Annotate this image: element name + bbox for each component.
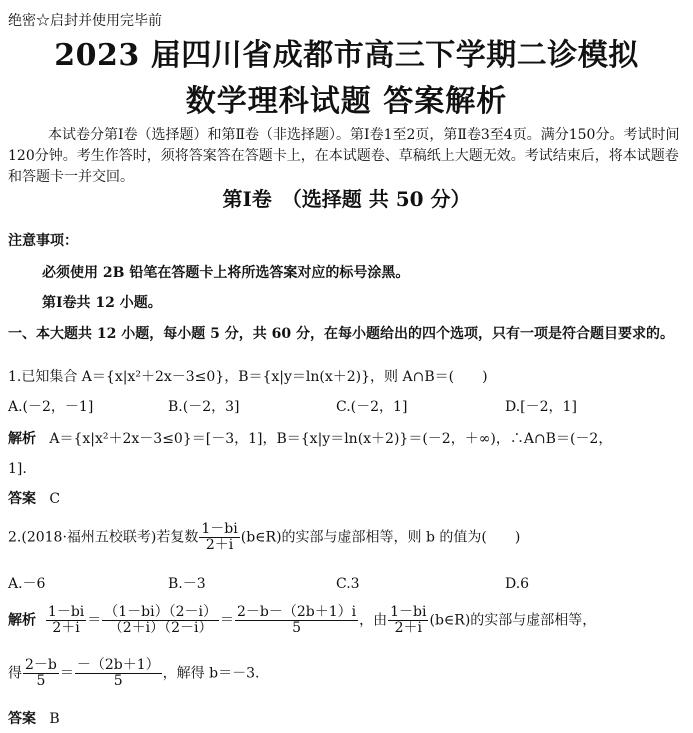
- q2-analysis-text: ，解得 b＝－3.: [162, 665, 260, 682]
- q2-option-c: C.3: [336, 576, 360, 592]
- fraction-denominator: 2＋i: [52, 620, 80, 636]
- fraction-numerator: 2－b－（2b＋1）i: [237, 604, 357, 620]
- q2-answer: B: [49, 711, 60, 727]
- q1-option-b: B.(－2，3]: [168, 399, 240, 415]
- q1-answer: C: [49, 491, 61, 507]
- equals-sign: ＝: [220, 612, 234, 629]
- exam-instructions: 本试卷分第Ⅰ卷（选择题）和第Ⅱ卷（非选择题）。第Ⅰ卷1至2页，第Ⅱ卷3至4页。满分150分。考试时间120分钟。考生作答时，须将答案答在答题卡上，在本试题卷、草稿纸上大题无效。考试结束后，将本试题卷和答题卡一并交回。: [8, 127, 680, 185]
- equals-sign: ＝: [59, 665, 74, 682]
- q2-analysis-fraction-1: [46, 605, 86, 636]
- q1-option-d: D.[－2，1]: [505, 399, 577, 415]
- fraction-denominator: 5: [113, 673, 123, 689]
- q2-answer-label: 答案: [8, 711, 36, 727]
- question-2-stem: [8, 522, 520, 553]
- q2-option-b: B.－3: [168, 576, 206, 592]
- q2-stem-fraction: [199, 522, 239, 553]
- fraction-numerator: 1－bi: [390, 604, 427, 620]
- notice-item-2: 第Ⅰ卷共 12 小题。: [42, 295, 162, 311]
- q1-option-a: A.(－2，－1]: [8, 399, 94, 415]
- fraction-denominator: 2＋i: [205, 537, 234, 553]
- q2-analysis-line-2: [8, 658, 259, 689]
- section-title: 第Ⅰ卷 （选择题 共 50 分）: [222, 187, 471, 211]
- q2-option-d: D.6: [505, 576, 530, 592]
- q2-analysis-line-1: [8, 605, 596, 636]
- q1-answer-label: 答案: [8, 491, 36, 507]
- q2-analysis-fraction-3: [235, 605, 358, 636]
- q2-analysis-fraction-4: [388, 605, 428, 636]
- q2-analysis-fraction-2: [102, 605, 219, 636]
- fraction-numerator: 1－bi: [47, 604, 85, 620]
- q1-analysis-text: A＝{x|x²＋2x－3≤0}＝[－3，1]，B＝{x|y＝ln(x＋2)}＝(－2，＋∞)，∴A∩B＝(－2，: [49, 431, 613, 447]
- q2-analysis-text: (b∈R)的实部与虚部相等，: [429, 612, 597, 629]
- notice-item-1: 必须使用 2B 铅笔在答题卡上将所选答案对应的标号涂黑。: [42, 265, 410, 281]
- q2-analysis-fraction-6: [75, 658, 162, 689]
- equals-sign: ＝: [87, 612, 102, 629]
- part-header: 一、本大题共 12 小题，每小题 5 分，共 60 分，在每小题给出的四个选项，只有一项是符合题目要求的。: [8, 326, 674, 342]
- fraction-denominator: 2＋i: [394, 620, 422, 636]
- q1-analysis-label: 解析: [8, 431, 36, 447]
- q2-analysis-text: 得: [8, 665, 22, 682]
- q2-stem-suffix: (b∈R)的实部与虚部相等，则 b 的值为( ): [240, 529, 521, 546]
- q2-stem-prefix: 2.(2018·福州五校联考)若复数: [8, 529, 199, 546]
- fraction-numerator: －（2b＋1）: [76, 657, 160, 673]
- fraction-denominator: 5: [292, 620, 302, 636]
- page-subtitle: 数学理科试题 答案解析: [185, 84, 508, 119]
- q2-analysis-label: 解析: [8, 612, 36, 629]
- q2-analysis-text: ，由: [359, 612, 388, 629]
- q1-option-c: C.(－2，1]: [336, 399, 408, 415]
- fraction-denominator: 5: [36, 673, 46, 689]
- q1-analysis-continued: 1].: [8, 461, 27, 477]
- page-title: 2023 届四川省成都市高三下学期二诊模拟: [54, 38, 639, 73]
- q2-option-a: A.－6: [8, 576, 46, 592]
- notice-label: 注意事项：: [8, 233, 78, 249]
- confidential-note: 绝密☆启封并使用完毕前: [8, 13, 162, 29]
- question-1-stem: 1.已知集合 A＝{x|x²＋2x－3≤0}，B＝{x|y＝ln(x＋2)}，则 A∩B＝( ): [8, 369, 488, 385]
- q2-analysis-fraction-5: [23, 658, 59, 689]
- fraction-denominator: （2＋i）（2－i）: [108, 620, 213, 636]
- fraction-numerator: （1－bi）（2－i）: [104, 604, 217, 620]
- fraction-numerator: 2－b: [25, 657, 57, 673]
- fraction-numerator: 1－bi: [201, 521, 238, 537]
